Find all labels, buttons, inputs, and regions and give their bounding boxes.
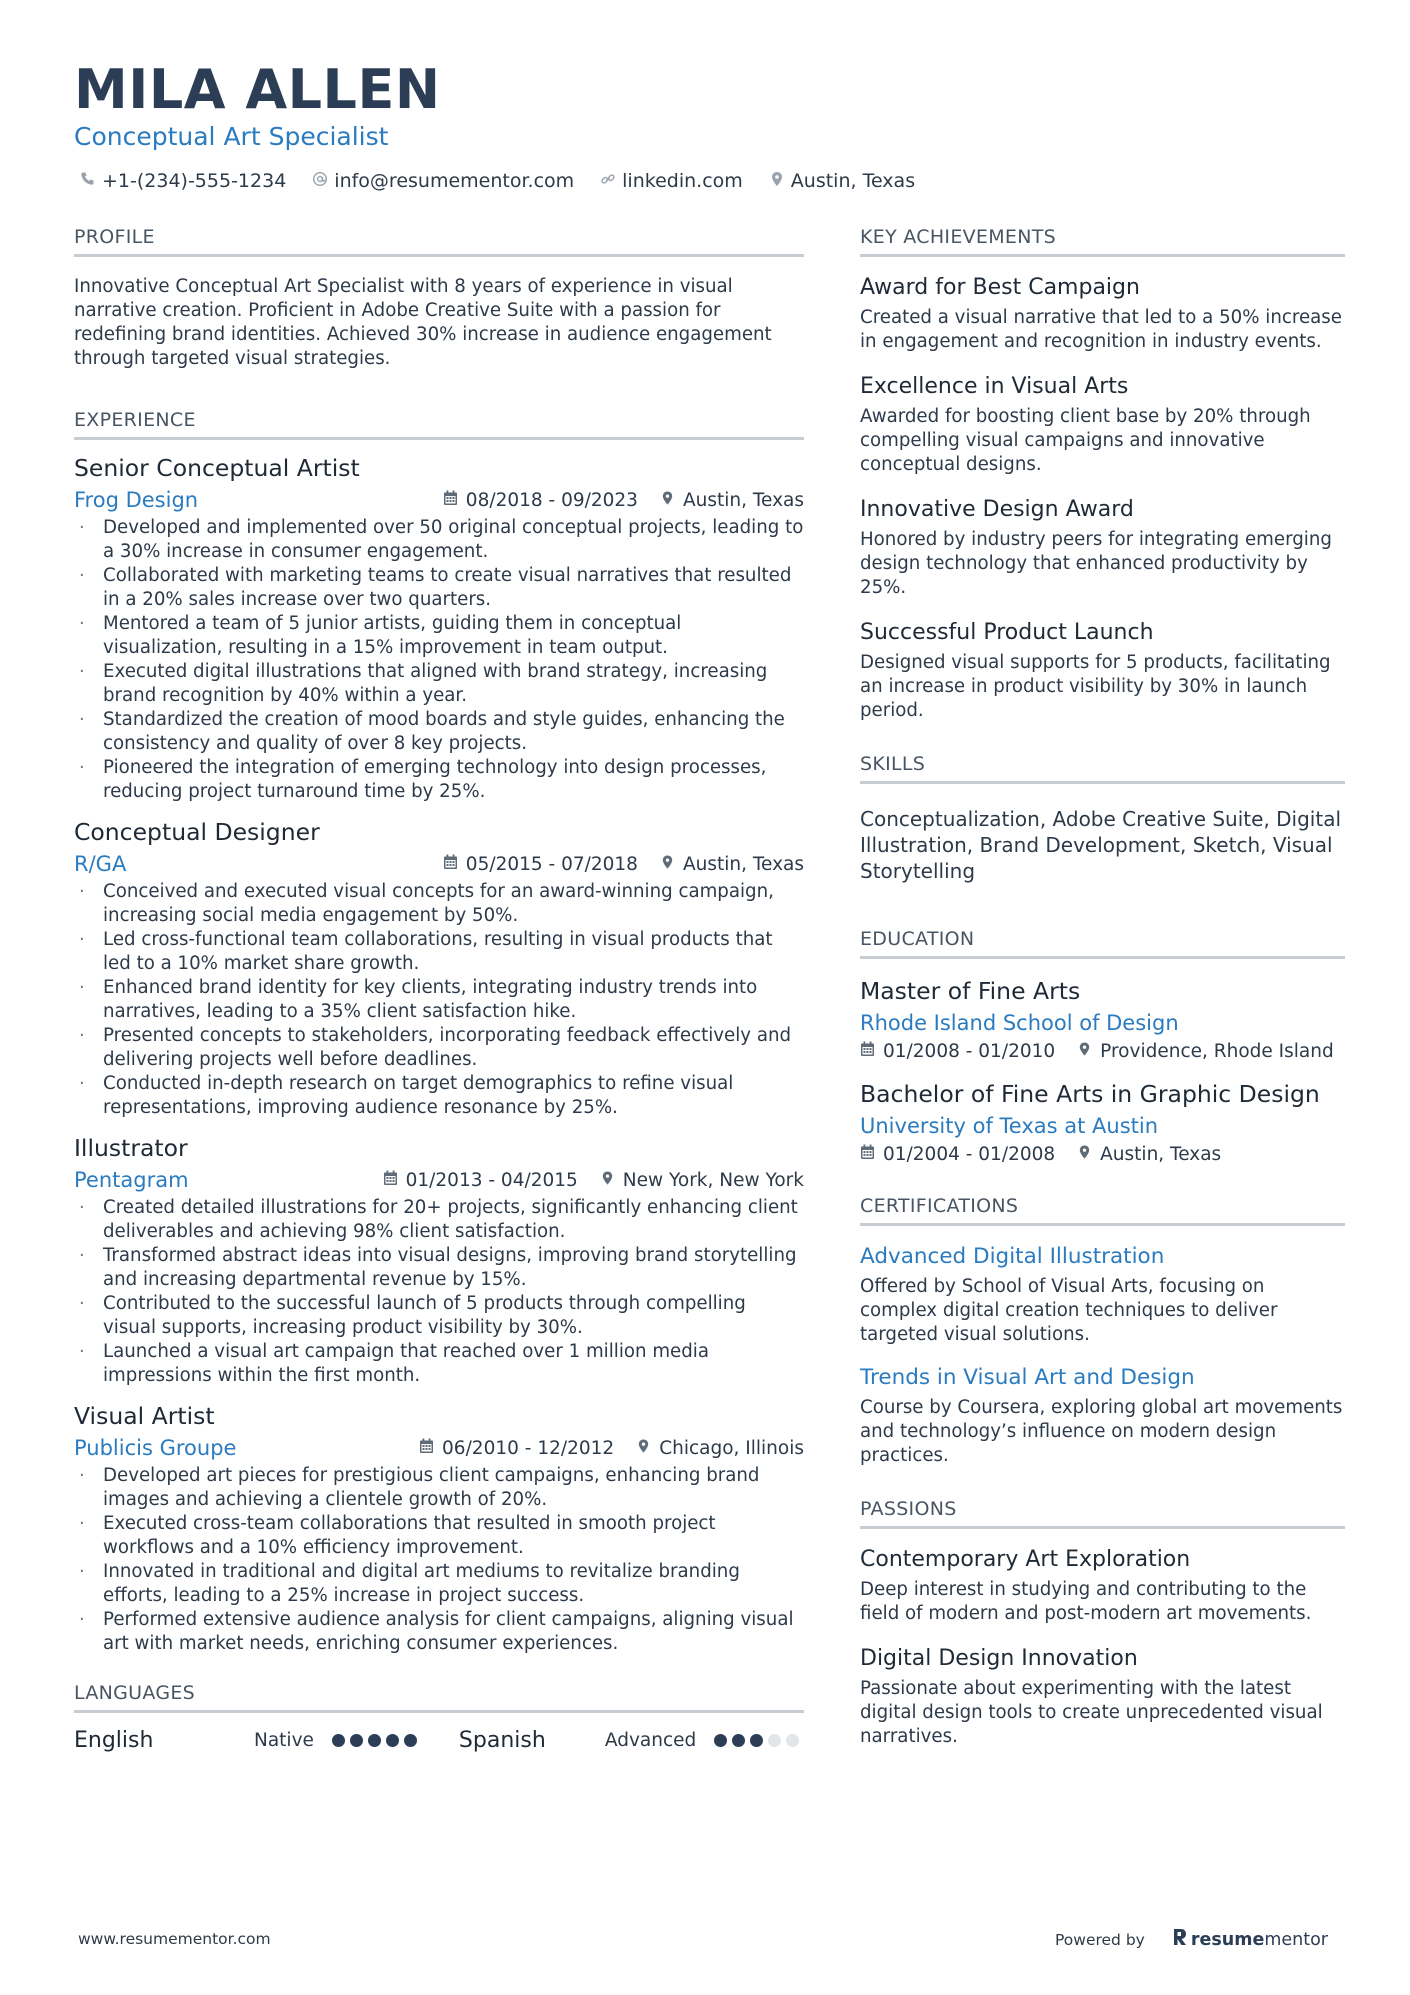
job-bullet: · Contributed to the successful launch of 5 products through compelling visual supports, increasing product visibility by 30%. [74, 1292, 804, 1340]
passion-title: Digital Design Innovation [860, 1646, 1138, 1671]
certifications-section [860, 1195, 1345, 1468]
job-title: Visual Artist [74, 1402, 215, 1430]
skills-heading: SKILLS [860, 753, 1345, 784]
contact-phone-text: +1-(234)-555-1234 [102, 170, 287, 192]
education-section [860, 928, 1345, 1165]
job-bullet: · Pioneered the integration of emerging technology into design processes, reducing project turnaround time by 25%. [74, 756, 804, 804]
job-company: R/GA [74, 852, 127, 876]
contact-email[interactable] [312, 170, 574, 192]
calendar-icon [383, 1170, 398, 1191]
calendar-icon [860, 1144, 875, 1165]
rating-dot-filled [750, 1734, 763, 1747]
job-bullet: · Conducted in-depth research on target demographics to refine visual representations, improving audience resonance by 25%. [74, 1072, 804, 1120]
skills-section [860, 753, 1345, 884]
job-title: Conceptual Designer [74, 818, 320, 846]
experience-heading: EXPERIENCE [74, 409, 804, 440]
profile-text: Innovative Conceptual Art Specialist with 8 years of experience in visual narrative creation. Proficient in Adobe Creative Suite with a passion for redefining brand identities. Achieved 30% increase in audience engagement through targeted visual strategies. [74, 276, 772, 369]
profile-heading: PROFILE [74, 226, 804, 257]
footer-website[interactable]: www.resumementor.com [78, 1930, 271, 1948]
certification-title: Trends in Visual Art and Design [860, 1365, 1195, 1390]
languages-heading: LANGUAGES [74, 1682, 804, 1713]
education-location: Austin, Texas [1100, 1144, 1222, 1165]
rating-dot-filled [350, 1734, 363, 1747]
job-bullet: · Transformed abstract ideas into visual designs, improving brand storytelling and increasing departmental revenue by 15%. [74, 1244, 804, 1292]
job-title: Senior Conceptual Artist [74, 454, 360, 482]
location-pin-icon [600, 1170, 615, 1191]
language-rating [714, 1734, 799, 1747]
job-dates: 05/2015 - 07/2018 [465, 853, 638, 875]
brand-name-rest: mentor [1264, 1929, 1328, 1950]
job-bullet: · Collaborated with marketing teams to create visual narratives that resulted in a 20% sales increase over two quarters. [74, 564, 804, 612]
job-bullet: · Standardized the creation of mood boards and style guides, enhancing the consistency and quality of over 8 key projects. [74, 708, 804, 756]
rating-dot-empty [786, 1734, 799, 1747]
contact-location [769, 170, 915, 192]
contact-linkedin-text: linkedin.com [622, 170, 743, 192]
education-dates: 01/2008 - 01/2010 [883, 1041, 1056, 1062]
job-bullets [74, 516, 804, 804]
education-location: Providence, Rhode Island [1100, 1041, 1334, 1062]
passion-item [860, 1646, 1345, 1749]
powered-by-label: Powered by [1055, 1930, 1145, 1949]
job-bullet: · Led cross-functional team collaborations, resulting in visual products that led to a 10% market share growth. [74, 928, 804, 976]
education-degree: Master of Fine Arts [860, 977, 1081, 1005]
job-location: Chicago, Illinois [659, 1437, 804, 1459]
rating-dot-empty [768, 1734, 781, 1747]
passion-title: Contemporary Art Exploration [860, 1547, 1191, 1572]
job-entry [74, 1402, 804, 1656]
job-bullet: · Developed and implemented over 50 original conceptual projects, leading to a 30% increase in consumer engagement. [74, 516, 804, 564]
certification-item [860, 1244, 1345, 1347]
passion-item [860, 1547, 1345, 1626]
resumementor-logo-icon [1173, 1928, 1187, 1951]
certification-title: Advanced Digital Illustration [860, 1244, 1165, 1269]
rating-dot-filled [368, 1734, 381, 1747]
job-bullet: · Executed digital illustrations that aligned with brand strategy, increasing brand recognition by 40% within a year. [74, 660, 804, 708]
language-rating [332, 1734, 417, 1747]
job-bullets [74, 880, 804, 1120]
job-location: New York, New York [622, 1169, 804, 1191]
location-pin-icon [1077, 1041, 1092, 1062]
job-company: Pentagram [74, 1168, 189, 1192]
skills-text: Conceptualization, Adobe Creative Suite, Digital Illustration, Brand Development, Sketch, Visual Storytelling [860, 807, 1342, 883]
achievement-text: Designed visual supports for 5 products, facilitating an increase in product visibility by 30% in launch period. [860, 652, 1331, 721]
phone-icon [80, 170, 96, 192]
education-school: Rhode Island School of Design [860, 1011, 1179, 1035]
language-level: Native [254, 1729, 314, 1751]
education-heading: EDUCATION [860, 928, 1345, 959]
certification-text: Course by Coursera, exploring global art movements and technology’s influence on modern design practices. [860, 1397, 1343, 1466]
calendar-icon [443, 490, 458, 511]
left-column [74, 226, 804, 1757]
achievement-item [860, 374, 1345, 477]
job-location: Austin, Texas [682, 853, 804, 875]
job-bullets [74, 1196, 804, 1388]
education-item [860, 1080, 1345, 1165]
job-bullets [74, 1464, 804, 1656]
calendar-icon [860, 1041, 875, 1062]
job-company: Publicis Groupe [74, 1436, 237, 1460]
job-dates: 01/2013 - 04/2015 [405, 1169, 578, 1191]
certification-item [860, 1365, 1345, 1468]
achievements-heading: KEY ACHIEVEMENTS [860, 226, 1345, 257]
link-icon [600, 170, 616, 192]
contact-email-text: info@resumementor.com [334, 170, 575, 192]
certifications-heading: CERTIFICATIONS [860, 1195, 1345, 1226]
achievement-item [860, 620, 1345, 723]
achievements-section [860, 226, 1345, 723]
job-entry [74, 1134, 804, 1388]
calendar-icon [419, 1438, 434, 1459]
location-pin-icon [769, 170, 785, 192]
rating-dot-filled [404, 1734, 417, 1747]
at-icon [312, 170, 328, 192]
brand-name-bold: resume [1190, 1929, 1265, 1950]
job-bullet: · Innovated in traditional and digital art mediums to revitalize branding efforts, leading to a 25% increase in project success. [74, 1560, 804, 1608]
location-pin-icon [660, 854, 675, 875]
job-bullet: · Mentored a team of 5 junior artists, guiding them in conceptual visualization, resulting in a 15% improvement in team output. [74, 612, 804, 660]
footer-branding [1055, 1928, 1328, 1951]
passion-text: Deep interest in studying and contributing to the field of modern and post-modern art movements. [860, 1579, 1312, 1624]
job-company: Frog Design [74, 488, 199, 512]
achievement-title: Excellence in Visual Arts [860, 374, 1129, 399]
achievement-title: Successful Product Launch [860, 620, 1154, 645]
certification-text: Offered by School of Visual Arts, focusing on complex digital creation techniques to deliver targeted visual solutions. [860, 1276, 1278, 1345]
job-bullet: · Developed art pieces for prestigious client campaigns, enhancing brand images and achieving a clientele growth of 20%. [74, 1464, 804, 1512]
achievement-title: Award for Best Campaign [860, 275, 1140, 300]
rating-dot-filled [714, 1734, 727, 1747]
education-item [860, 977, 1345, 1062]
job-bullet: · Conceived and executed visual concepts for an award-winning campaign, increasing social media engagement by 50%. [74, 880, 804, 928]
job-bullet: · Presented concepts to stakeholders, incorporating feedback effectively and delivering projects well before deadlines. [74, 1024, 804, 1072]
job-entry [74, 454, 804, 804]
job-entry [74, 818, 804, 1120]
job-bullet: · Performed extensive audience analysis for client campaigns, aligning visual art with market needs, enriching consumer experiences. [74, 1608, 804, 1656]
candidate-title: Conceptual Art Specialist [74, 122, 389, 151]
experience-section [74, 409, 804, 1656]
job-dates: 08/2018 - 09/2023 [465, 489, 638, 511]
job-bullet: · Created detailed illustrations for 20+ projects, significantly enhancing client deliverables and achieving 98% client satisfaction. [74, 1196, 804, 1244]
achievement-text: Awarded for boosting client base by 20% through compelling visual campaigns and innovative conceptual designs. [860, 406, 1311, 475]
education-dates: 01/2004 - 01/2008 [883, 1144, 1056, 1165]
contact-location-text: Austin, Texas [790, 170, 916, 192]
passion-text: Passionate about experimenting with the latest digital design tools to create unprecedented visual narratives. [860, 1678, 1323, 1747]
passions-section [860, 1498, 1345, 1749]
right-column [860, 226, 1345, 1769]
job-title: Illustrator [74, 1134, 188, 1162]
language-name: Spanish [458, 1727, 546, 1753]
achievement-text: Honored by industry peers for integrating emerging design technology that enhanced productivity by 25%. [860, 529, 1332, 598]
rating-dot-filled [732, 1734, 745, 1747]
profile-section [74, 226, 804, 371]
rating-dot-filled [386, 1734, 399, 1747]
languages-row [74, 1723, 804, 1757]
location-pin-icon [636, 1438, 651, 1459]
contact-linkedin[interactable] [600, 170, 743, 192]
education-school: University of Texas at Austin [860, 1114, 1159, 1138]
achievement-text: Created a visual narrative that led to a 50% increase in engagement and recognition in industry events. [860, 307, 1342, 352]
calendar-icon [443, 854, 458, 875]
job-location: Austin, Texas [682, 489, 804, 511]
location-pin-icon [660, 490, 675, 511]
candidate-name: MILA ALLEN [74, 58, 441, 121]
job-bullet: · Enhanced brand identity for key clients, integrating industry trends into narratives, leading to a 35% client satisfaction hike. [74, 976, 804, 1024]
education-degree: Bachelor of Fine Arts in Graphic Design [860, 1080, 1320, 1108]
job-dates: 06/2010 - 12/2012 [442, 1437, 615, 1459]
contact-bar [80, 170, 915, 192]
achievement-item [860, 497, 1345, 600]
job-bullet: · Launched a visual art campaign that reached over 1 million media impressions within the first month. [74, 1340, 804, 1388]
language-name: English [74, 1727, 154, 1753]
language-level: Advanced [604, 1729, 697, 1751]
achievement-title: Innovative Design Award [860, 497, 1134, 522]
brand-logo[interactable] [1173, 1928, 1328, 1951]
job-bullet: · Executed cross-team collaborations that resulted in smooth project workflows and a 10% efficiency improvement. [74, 1512, 804, 1560]
languages-section [74, 1682, 804, 1757]
rating-dot-filled [332, 1734, 345, 1747]
passions-heading: PASSIONS [860, 1498, 1345, 1529]
achievement-item [860, 275, 1345, 354]
location-pin-icon [1077, 1144, 1092, 1165]
contact-phone[interactable] [80, 170, 286, 192]
